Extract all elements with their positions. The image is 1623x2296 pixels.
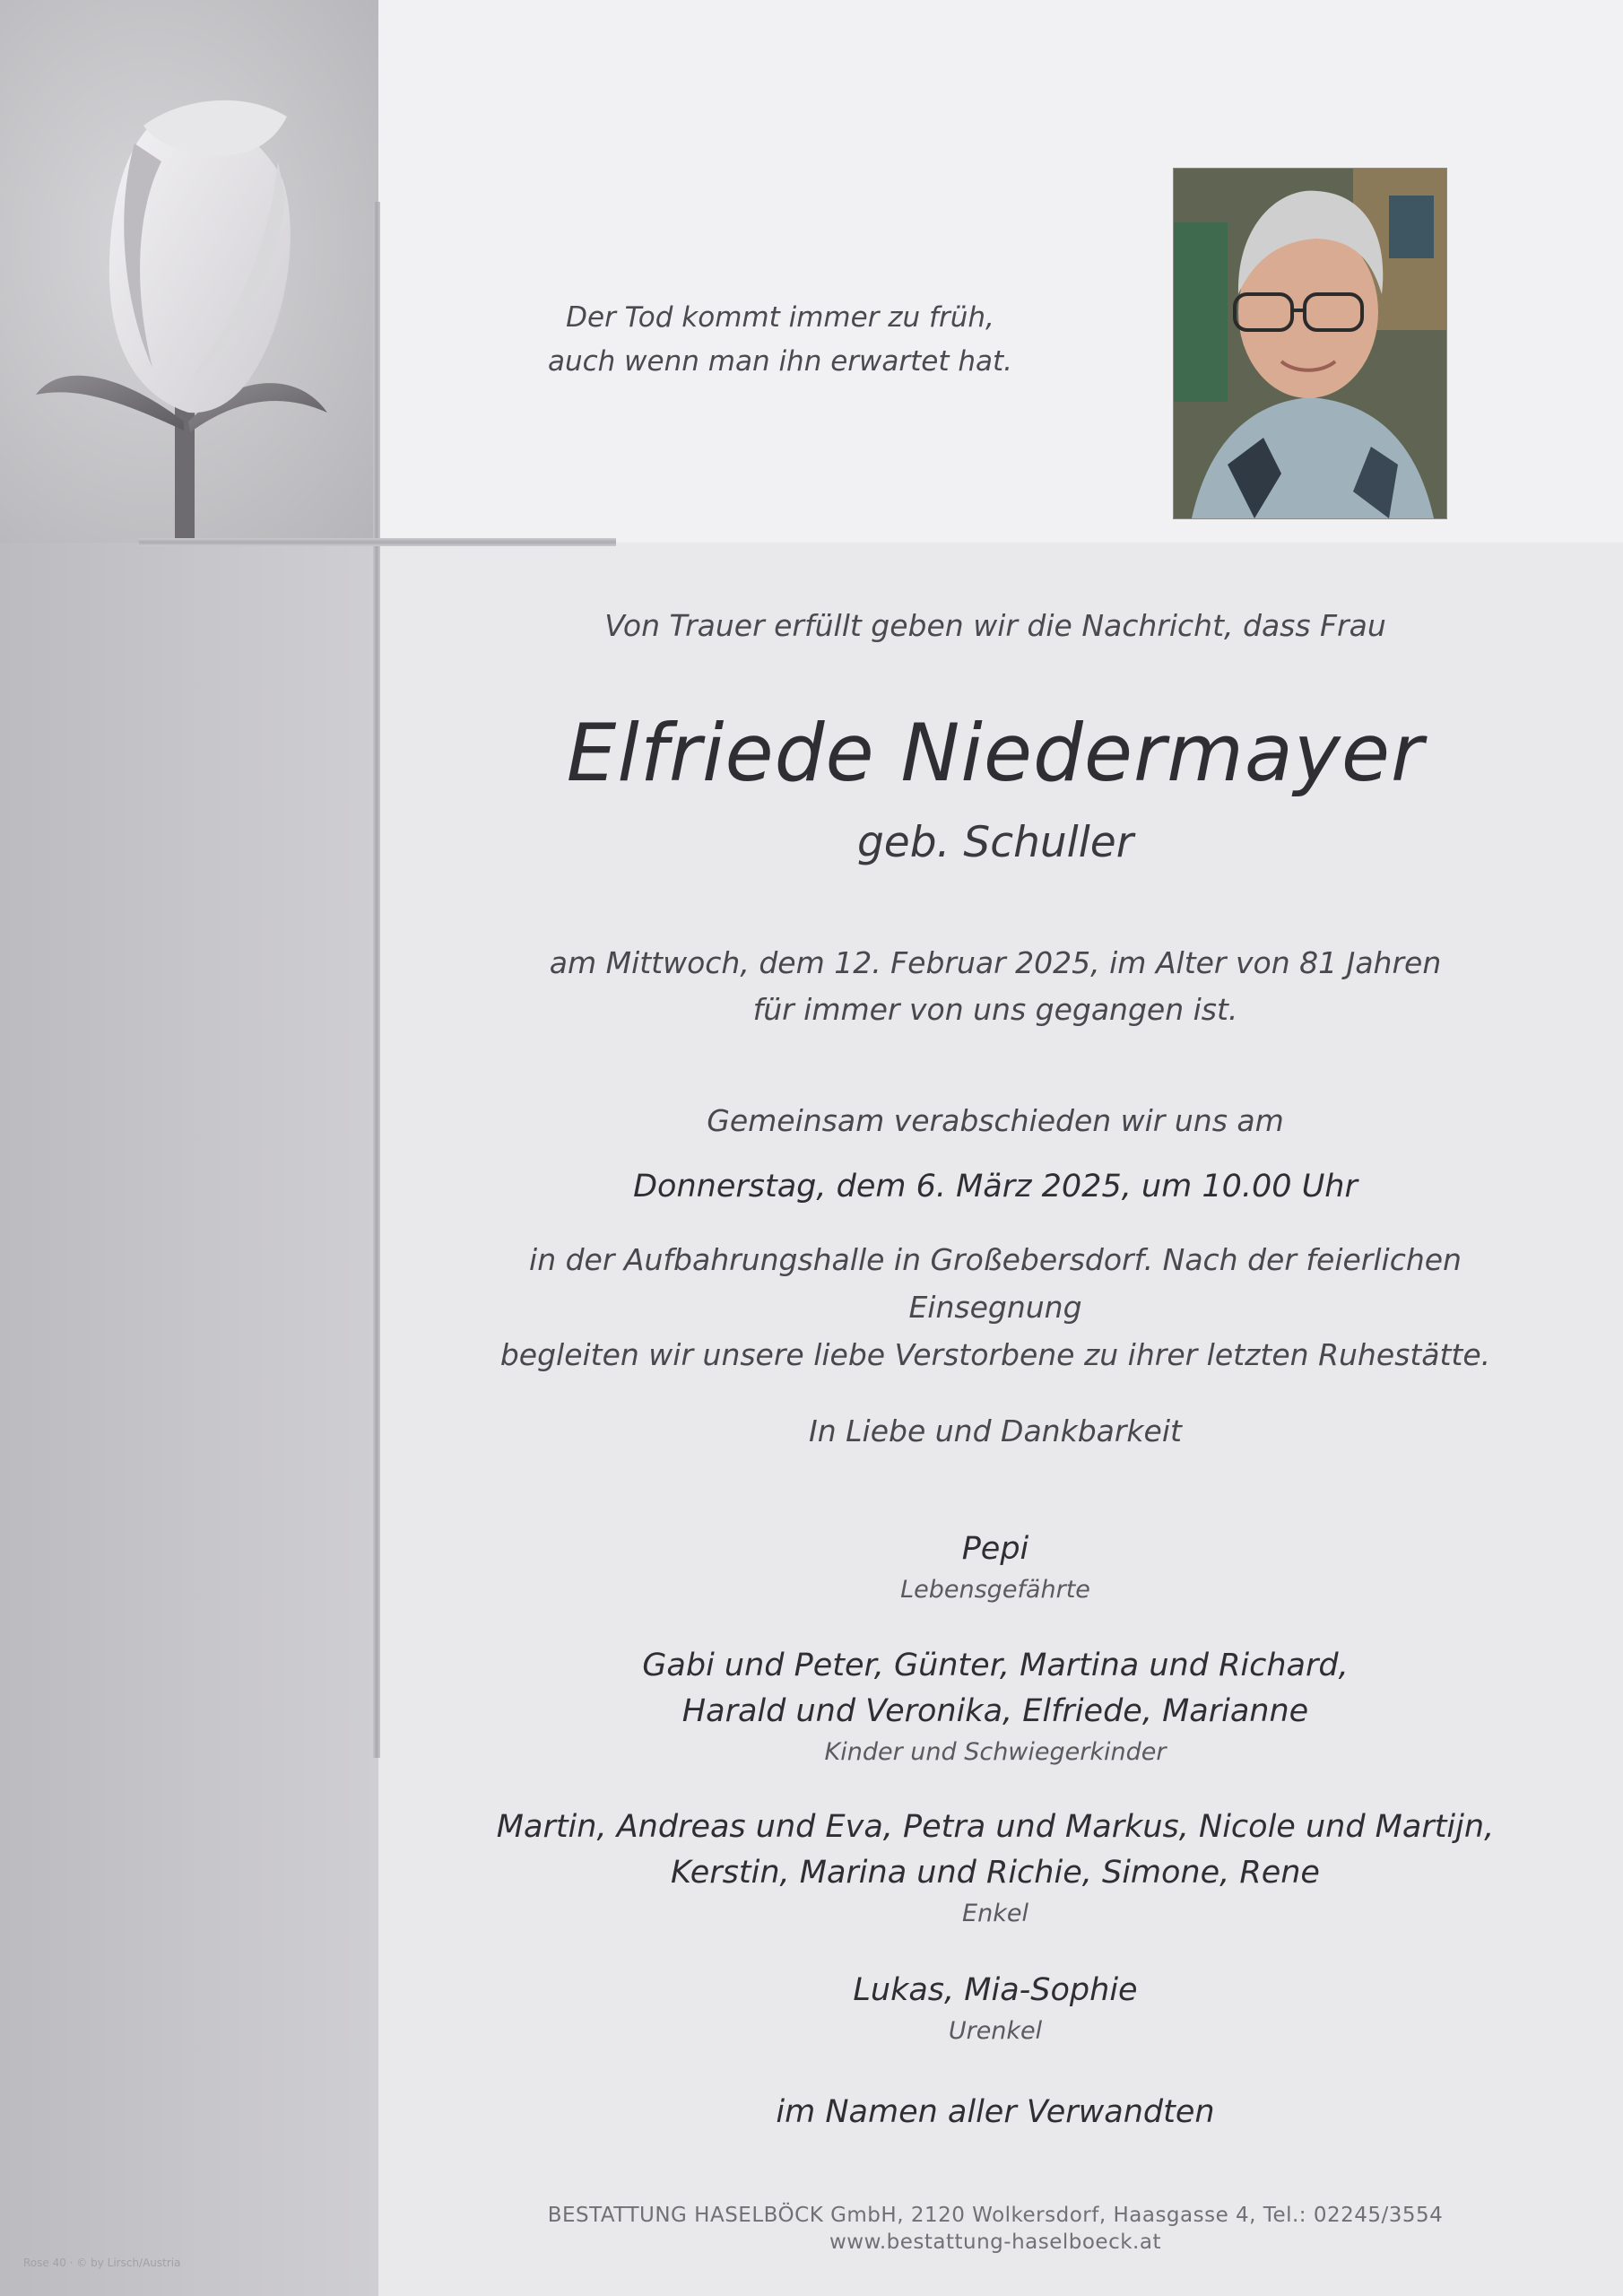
footer-website: www.bestattung-haselboeck.at <box>829 2231 1161 2254</box>
intro-text: Von Trauer erfüllt geben wir die Nachricht, dass Frau <box>604 608 1386 643</box>
maiden-name: geb. Schuller <box>856 818 1134 867</box>
closing-line: im Namen aller Verwandten <box>776 2094 1215 2130</box>
family-relation: Kinder und Schwiegerkinder <box>824 1738 1167 1766</box>
horizontal-decorative-line <box>139 538 616 546</box>
family-names-line: Kerstin, Marina und Richie, Simone, Rene <box>671 1855 1320 1891</box>
family-relation: Enkel <box>962 1900 1028 1927</box>
farewell-date: Donnerstag, dem 6. März 2025, um 10.00 Uhr <box>633 1169 1358 1205</box>
rose-image <box>0 0 378 543</box>
portrait-illustration <box>1174 169 1446 518</box>
footer-address: BESTATTUNG HASELBÖCK GmbH, 2120 Wolkersdorf, Haasgasse 4, Tel.: 02245/3554 <box>547 2204 1444 2227</box>
family-names-line: Harald und Veronika, Elfriede, Marianne <box>681 1693 1309 1729</box>
death-notice-line-2: für immer von uns gegangen ist. <box>752 992 1238 1027</box>
family-names-line: Lukas, Mia-Sophie <box>853 1972 1138 2008</box>
family-group-partner <box>466 1526 1524 1608</box>
portrait-photo <box>1173 168 1447 519</box>
farewell-place <box>466 1236 1524 1378</box>
family-group-great-grandchildren <box>466 1968 1524 2049</box>
family-relation: Lebensgefährte <box>900 1576 1090 1604</box>
deceased-name: Elfriede Niedermayer <box>566 707 1425 799</box>
quote-line-2: auch wenn man ihn erwartet hat. <box>547 345 1013 378</box>
memorial-quote <box>502 296 1058 384</box>
farewell-intro: Gemeinsam verabschieden wir uns am <box>707 1103 1284 1138</box>
image-credit: Rose 40 · © by Lirsch/Austria <box>23 2257 181 2269</box>
family-group-grandchildren <box>466 1805 1524 1932</box>
death-notice-line-1: am Mittwoch, dem 12. Februar 2025, im Alter von 81 Jahren <box>549 945 1442 980</box>
rose-illustration <box>0 0 378 543</box>
side-strip <box>0 543 378 2296</box>
family-names-line: Pepi <box>961 1531 1029 1567</box>
quote-line-1: Der Tod kommt immer zu früh, <box>566 301 994 334</box>
family-names-line: Gabi und Peter, Günter, Martina und Richard, <box>642 1648 1349 1683</box>
family-group-children <box>466 1643 1524 1770</box>
farewell-place-line-2: begleiten wir unsere liebe Verstorbene zu ihrer letzten Ruhestätte. <box>499 1337 1491 1372</box>
family-names-line: Martin, Andreas und Eva, Petra und Markus, Nicole und Martijn, <box>496 1809 1495 1845</box>
funeral-home-footer <box>466 2202 1524 2256</box>
family-relation: Urenkel <box>948 2017 1043 2045</box>
love-line: In Liebe und Dankbarkeit <box>809 1413 1182 1448</box>
farewell-place-line-1: in der Aufbahrungshalle in Großebersdorf. Nach der feierlichen Einsegnung <box>529 1242 1462 1325</box>
death-notice <box>466 940 1524 1033</box>
vertical-decorative-line <box>373 202 380 1758</box>
